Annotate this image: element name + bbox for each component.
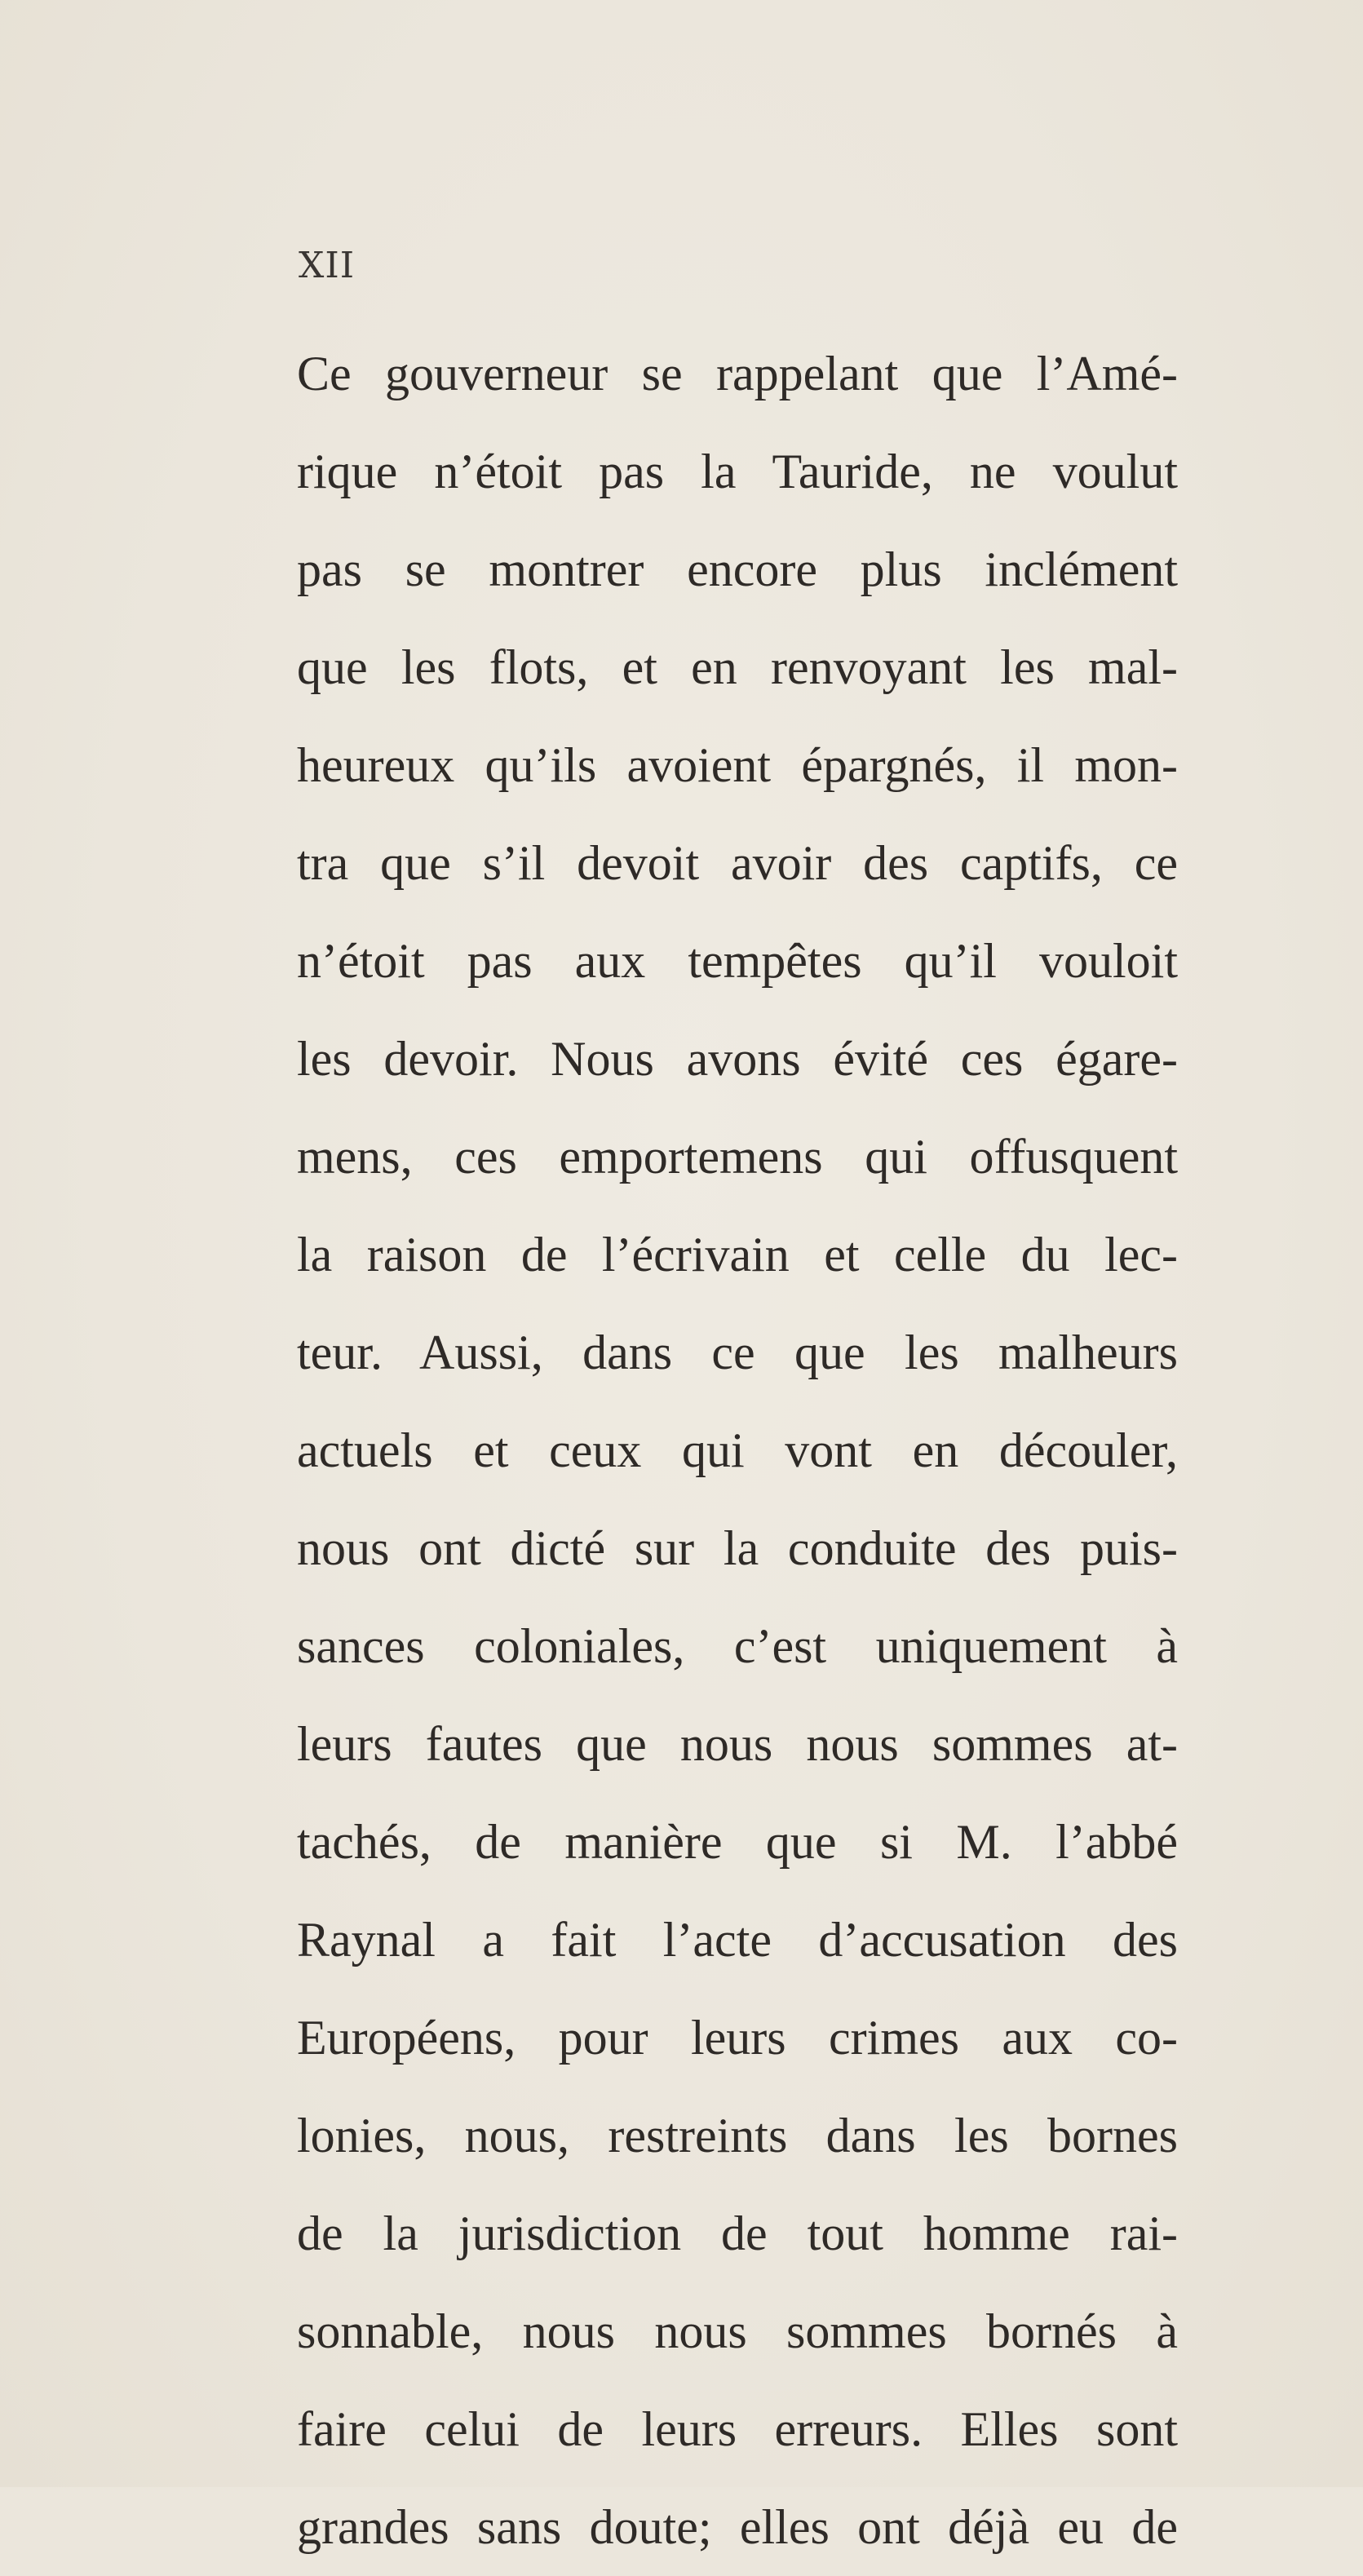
text-line: heureux qu’ils avoient épargnés, il mon- <box>297 738 1178 792</box>
body-text <box>297 325 1178 2576</box>
text-line: actuels et ceux qui vont en découler, <box>297 1423 1178 1477</box>
text-line: tra que s’il devoit avoir des captifs, ce <box>297 836 1178 890</box>
text-line: la raison de l’écrivain et celle du lec- <box>297 1228 1178 1281</box>
text-line: teur. Aussi, dans ce que les malheurs <box>297 1326 1178 1379</box>
text-line: sances coloniales, c’est uniquement à <box>297 1619 1178 1673</box>
text-line: mens, ces emportemens qui offusquent <box>297 1130 1178 1184</box>
text-line: nous ont dicté sur la conduite des puis- <box>297 1521 1178 1575</box>
text-line: Européens, pour leurs crimes aux co- <box>297 2011 1178 2065</box>
text-line: grandes sans doute; elles ont déjà eu de <box>297 2500 1178 2554</box>
text-line: faire celui de leurs erreurs. Elles sont <box>297 2402 1178 2456</box>
text-line: les devoir. Nous avons évité ces égare- <box>297 1032 1178 1086</box>
text-line: rique n’étoit pas la Tauride, ne voulut <box>297 445 1178 498</box>
text-line: Raynal a fait l’acte d’accusation des <box>297 1913 1178 1967</box>
text-line: n’étoit pas aux tempêtes qu’il vouloit <box>297 934 1178 988</box>
text-line: tachés, de manière que si M. l’abbé <box>297 1815 1178 1869</box>
page-number: XII <box>299 245 356 286</box>
text-line: leurs fautes que nous nous sommes at- <box>297 1717 1178 1771</box>
text-line: lonies, nous, restreints dans les bornes <box>297 2109 1178 2162</box>
text-line: que les flots, et en renvoyant les mal- <box>297 640 1178 694</box>
text-line: Ce gouverneur se rappelant que l’Amé- <box>297 347 1178 401</box>
text-line: pas se montrer encore plus inclément <box>297 542 1178 596</box>
text-line: sonnable, nous nous sommes bornés à <box>297 2304 1178 2358</box>
text-line: de la jurisdiction de tout homme rai- <box>297 2206 1178 2260</box>
